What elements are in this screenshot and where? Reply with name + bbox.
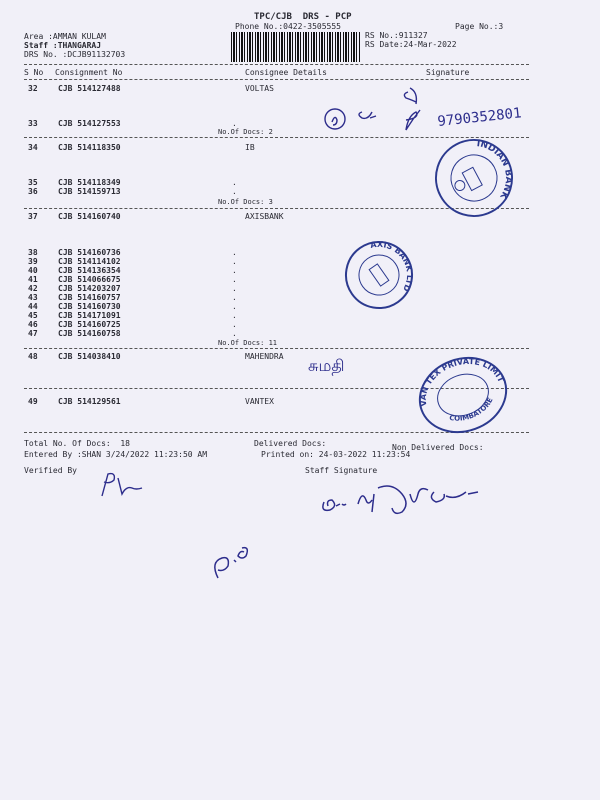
- no-of-docs: No.Of Docs: 2: [218, 128, 273, 136]
- row-consignee: .: [232, 311, 237, 320]
- row-consignee: MAHENDRA: [245, 352, 284, 361]
- col-sno: S No: [24, 68, 44, 77]
- row-sno: 32: [28, 84, 38, 93]
- rs-number: RS No.:911327: [365, 31, 428, 40]
- row-consignment: CJB 514118350: [58, 143, 121, 152]
- col-signature: Signature: [426, 68, 470, 77]
- row-sno: 36: [28, 187, 38, 196]
- row-sno: 42: [28, 284, 38, 293]
- row-consignee: .: [232, 284, 237, 293]
- staff-signature-label: Staff Signature: [305, 466, 378, 475]
- report-title: TPC/CJB DRS - PCP: [254, 12, 352, 22]
- handwritten-tamil-name: சுமதி: [308, 356, 345, 375]
- staff-label: Staff :THANGARAJ: [24, 41, 102, 50]
- svg-text:AXIS BANK LTD: AXIS BANK LTD: [369, 239, 415, 293]
- drs-number: DRS No. :DCJB91132703: [24, 50, 126, 59]
- rs-date: RS Date:24-Mar-2022: [365, 40, 457, 49]
- row-consignee: .: [232, 187, 237, 196]
- phone-number: Phone No.:0422-3505555: [235, 22, 341, 31]
- non-delivered-docs: Non Delivered Docs:: [392, 443, 484, 452]
- row-consignment: CJB 514171091: [58, 311, 121, 320]
- row-consignment: CJB 514066675: [58, 275, 121, 284]
- svg-text:VAN TEX PRIVATE LIMITED: VAN TEX PRIVATE LIMITED: [395, 356, 506, 407]
- row-consignment: CJB 514127553: [58, 119, 121, 128]
- row-consignment: CJB 514160725: [58, 320, 121, 329]
- area-label: Area :AMMAN KULAM: [24, 32, 106, 41]
- col-consignment: Consignment No: [55, 68, 123, 77]
- indian-bank-stamp: [432, 136, 516, 220]
- row-consignee: .: [232, 119, 237, 128]
- no-of-docs: No.Of Docs: 3: [218, 198, 273, 206]
- row-consignee: .: [232, 248, 237, 257]
- svg-text:COIMBATORE: COIMBATORE: [448, 396, 495, 423]
- row-consignment: CJB 514160758: [58, 329, 121, 338]
- row-sno: 40: [28, 266, 38, 275]
- row-consignment: CJB 514160757: [58, 293, 121, 302]
- group-divider: [24, 348, 529, 349]
- row-sno: 34: [28, 143, 38, 152]
- row-sno: 47: [28, 329, 38, 338]
- handwritten-phone: 9790352801: [436, 105, 523, 130]
- barcode: [231, 32, 361, 62]
- row-sno: 44: [28, 302, 38, 311]
- row-consignment: CJB 514127488: [58, 84, 121, 93]
- header-divider: [24, 64, 529, 65]
- row-sno: 41: [28, 275, 38, 284]
- row-consignee: .: [232, 302, 237, 311]
- row-sno: 46: [28, 320, 38, 329]
- svg-text:INDIAN BANK: INDIAN BANK: [476, 139, 514, 201]
- row-sno: 43: [28, 293, 38, 302]
- delivered-docs: Delivered Docs:: [254, 439, 327, 448]
- row-consignee: IB: [245, 143, 255, 152]
- vantex-stamp: [395, 352, 513, 438]
- row-consignment: CJB 514159713: [58, 187, 121, 196]
- row-sno: 35: [28, 178, 38, 187]
- printed-on: Printed on: 24-03-2022 11:23:54: [261, 450, 411, 459]
- verified-signature: [96, 470, 146, 500]
- row-consignee: VANTEX: [245, 397, 274, 406]
- row-sno: 39: [28, 257, 38, 266]
- axis-bank-stamp: [342, 238, 416, 312]
- verified-by: Verified By: [24, 466, 77, 475]
- row-sno: 48: [28, 352, 38, 361]
- row-consignee: .: [232, 320, 237, 329]
- handwritten-signature-1: [320, 82, 540, 132]
- row-consignment: CJB 514118349: [58, 178, 121, 187]
- row-consignment: CJB 514114102: [58, 257, 121, 266]
- row-sno: 33: [28, 119, 38, 128]
- row-consignee: .: [232, 275, 237, 284]
- row-consignee: .: [232, 329, 237, 338]
- page-number: Page No.:3: [455, 22, 504, 31]
- row-consignee: VOLTAS: [245, 84, 274, 93]
- row-consignment: CJB 514136354: [58, 266, 121, 275]
- row-consignee: .: [232, 257, 237, 266]
- row-sno: 37: [28, 212, 38, 221]
- row-consignee: .: [232, 293, 237, 302]
- stray-handwritten-mark: [208, 540, 268, 584]
- row-consignment: CJB 514129561: [58, 397, 121, 406]
- row-consignment: CJB 514160730: [58, 302, 121, 311]
- row-consignment: CJB 514203207: [58, 284, 121, 293]
- row-consignee: AXISBANK: [245, 212, 284, 221]
- staff-signature: [318, 474, 508, 524]
- row-consignment: CJB 514160740: [58, 212, 121, 221]
- row-consignment: CJB 514038410: [58, 352, 121, 361]
- row-consignment: CJB 514160736: [58, 248, 121, 257]
- entered-by: Entered By :SHAN 3/24/2022 11:23:50 AM: [24, 450, 208, 459]
- columns-divider: [24, 79, 529, 80]
- row-consignee: .: [232, 266, 237, 275]
- row-sno: 45: [28, 311, 38, 320]
- row-sno: 38: [28, 248, 38, 257]
- col-consignee: Consignee Details: [245, 68, 327, 77]
- no-of-docs: No.Of Docs: 11: [218, 339, 278, 347]
- total-docs: Total No. Of Docs: 18: [24, 439, 130, 448]
- row-consignee: .: [232, 178, 237, 187]
- row-sno: 49: [28, 397, 38, 406]
